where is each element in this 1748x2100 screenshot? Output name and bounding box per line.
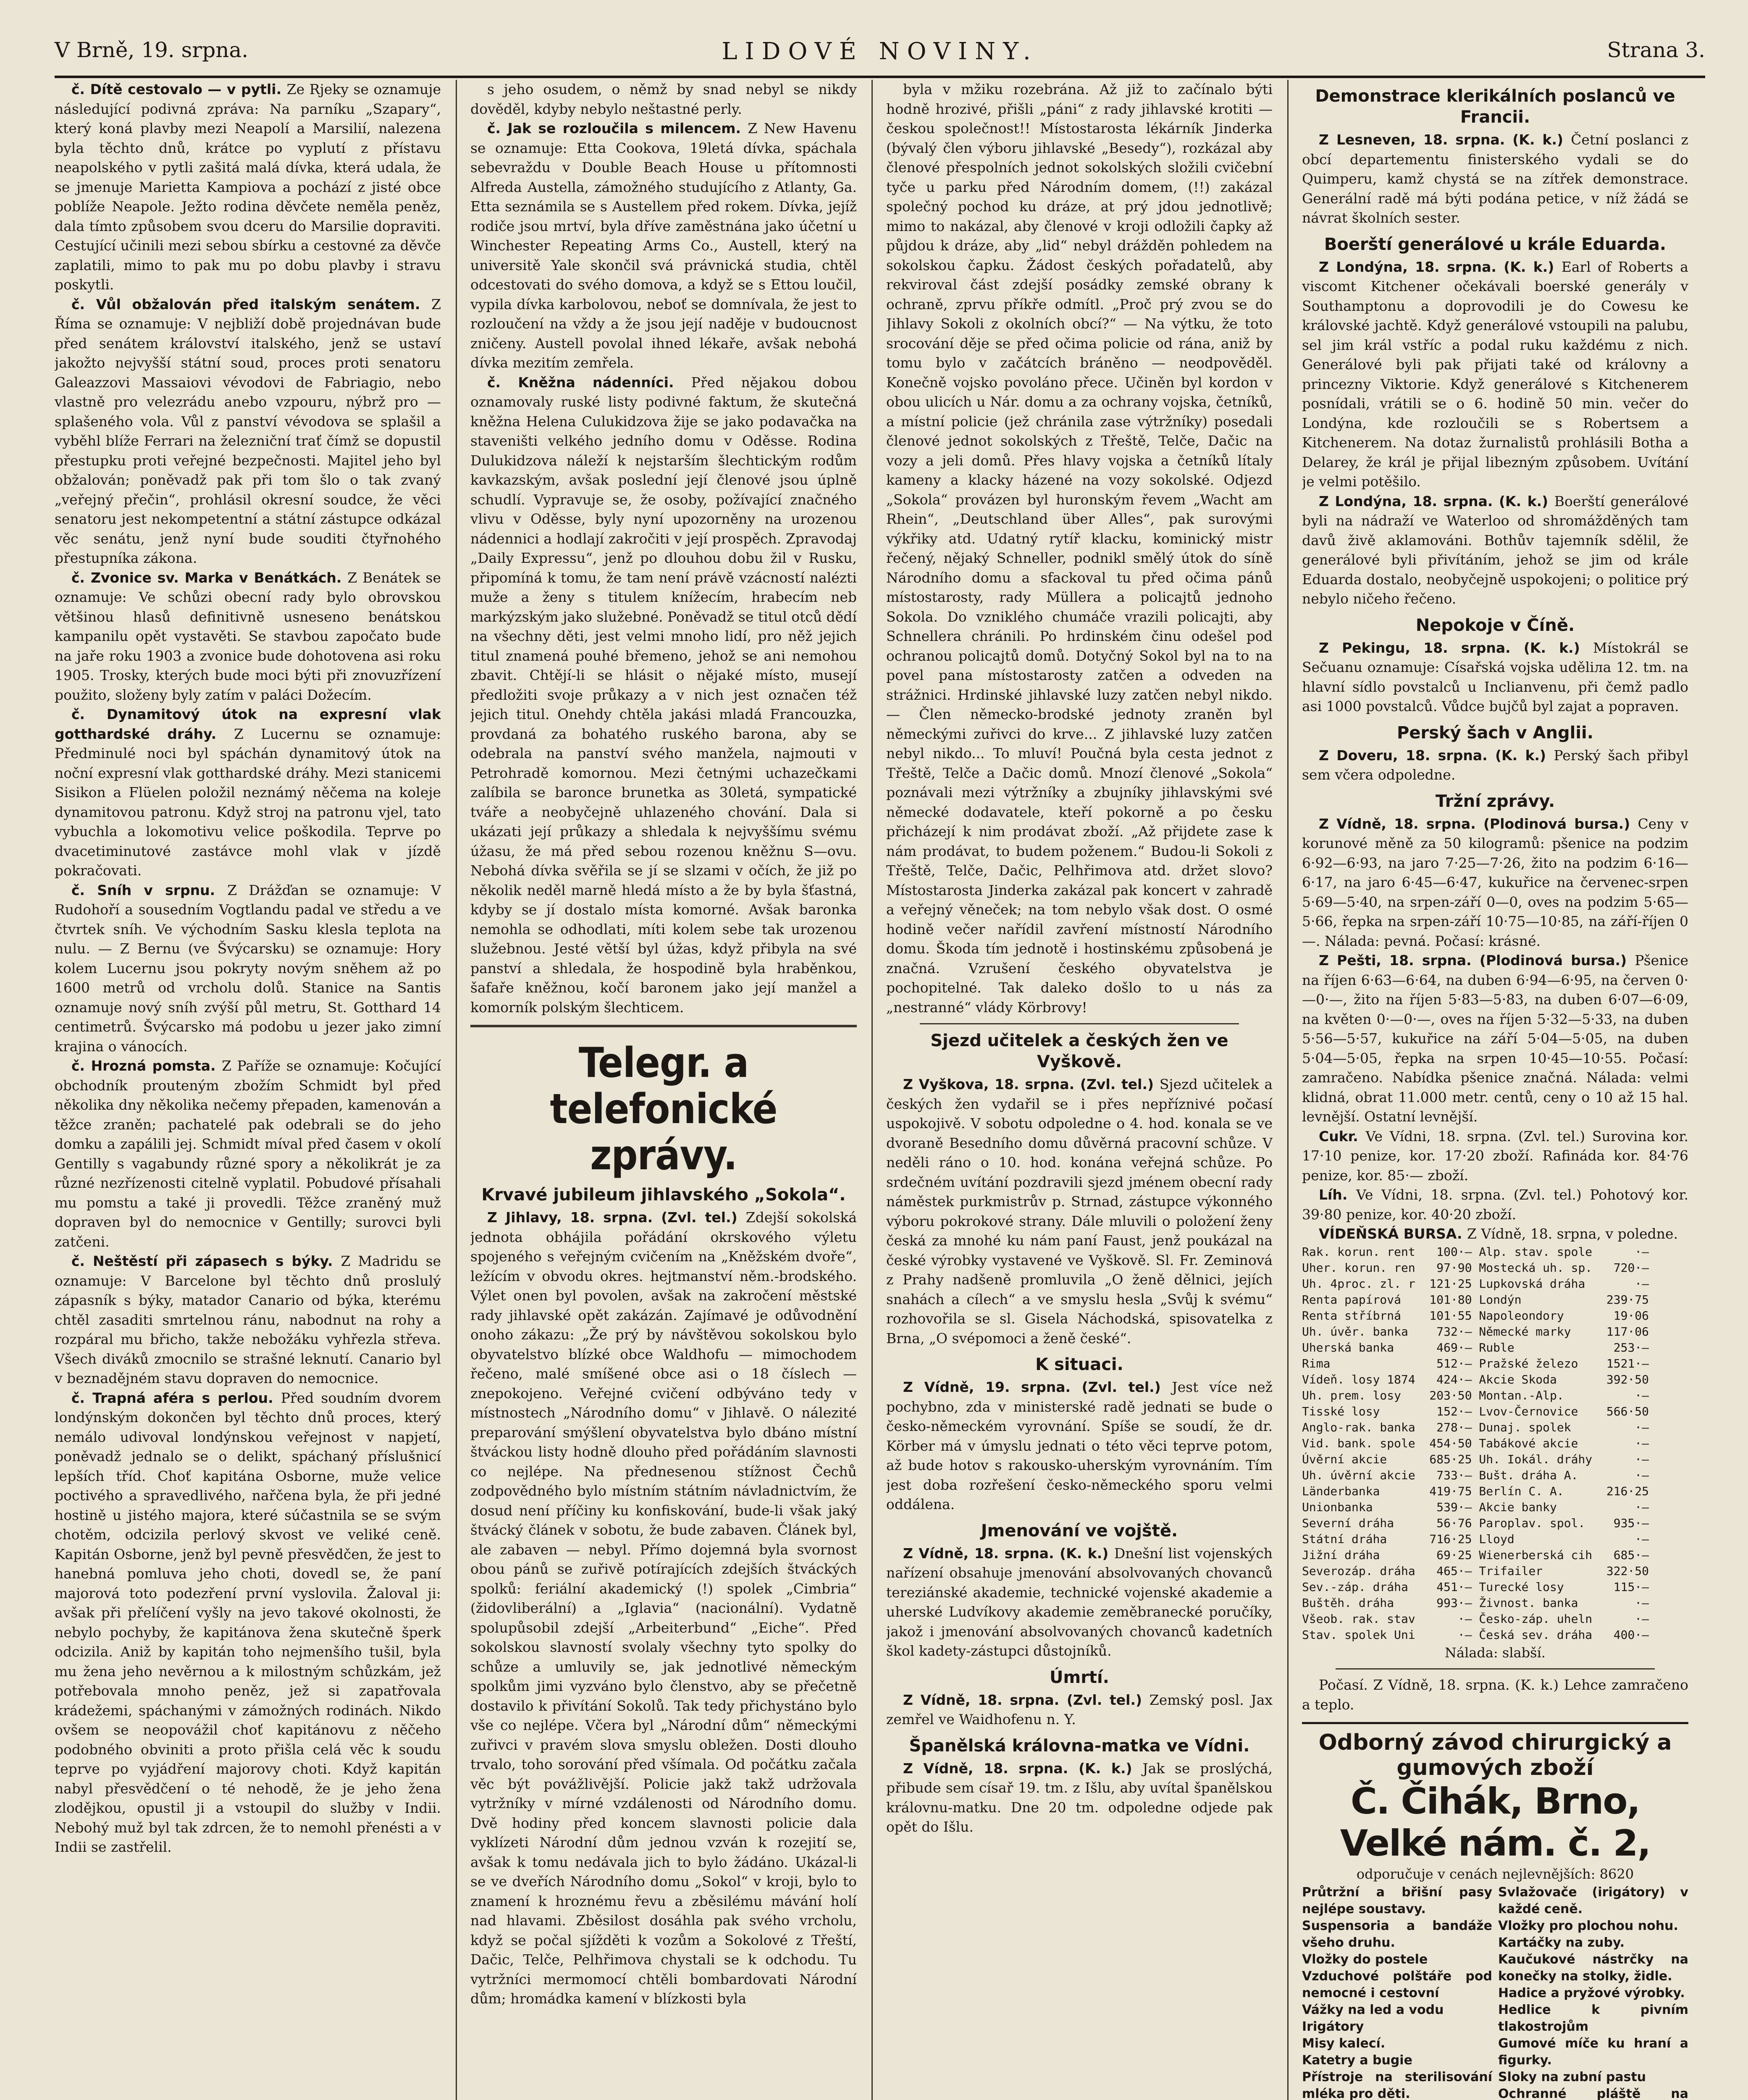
divider xyxy=(920,1023,1239,1024)
article-lead: Z Londýna, 18. srpna. (K. k.) xyxy=(1319,258,1562,275)
column-3 xyxy=(886,80,1273,2100)
article-lead: č. Hrozná pomsta. xyxy=(71,1058,222,1074)
page-number: Strana 3. xyxy=(1607,38,1705,62)
article-lead: č. Sníh v srpnu. xyxy=(71,882,228,898)
article-text: Boerští generálové byli na nádraží ve Waterloo od shromážděných tam davů živě aklamováni. Bothův tajemník sdělil, že generálové byli přivítáním, jehož se jim od krále Eduarda dostalo, neobyčejně uspokojeni; o politice prý nebylo ničeho řečeno. xyxy=(1302,493,1688,607)
divider xyxy=(1336,1668,1655,1670)
ad-item: Vážky na led a vodu xyxy=(1302,2002,1444,2017)
masthead: LIDOVÉ NOVINY. xyxy=(722,38,1038,65)
article-lead: Z Vyškova, 18. srpna. (Zvl. tel.) xyxy=(903,1076,1160,1092)
stock-row: Rak. korun. rent 100·— Alp. stav. spole ·— xyxy=(1302,1244,1649,1259)
article-text: Z Vídně, 18. srpna, v poledne. xyxy=(1467,1226,1678,1242)
article-lead: Z Vídně, 18. srpna. (K. k.) xyxy=(903,1545,1114,1562)
article-heading: Španělská královna-matka ve Vídni. xyxy=(909,1736,1250,1756)
ad-subtitle: odporučuje v cenách nejlevnějších: 8620 xyxy=(1356,1866,1634,1882)
article-text: Z Drážďan se oznamuje: V Rudohoří a sousedním Vogtlandu padal ve středu a ve čtvrtek sníh. Ve východním Sasku klesla teplota na nulu. — Z Bernu (ve Švýcarsku) se oznamuje: Hory kolem Lucernu jsou pokryty novým sněhem až po 1600 metrů od vrcholu dolů. Stanice na Santis oznamuje nový sníh zvýší půl metru, St. Gotthard 14 centimetrů. Švýcarsko má podobu u jezer jako zimní krajina o vánocích. xyxy=(55,882,441,1055)
stock-row: Länderbanka 419·75 Berlín C. A. 216·25 xyxy=(1302,1484,1649,1498)
header-date: V Brně, 19. srpna. xyxy=(55,38,249,62)
article xyxy=(1302,1224,1688,1244)
bursa-mood: Nálada: slabší. xyxy=(1445,1644,1546,1661)
article xyxy=(1302,1185,1688,1224)
stock-row: Renta stříbrná 101·55 Napoleondory 19·06 xyxy=(1302,1308,1649,1323)
header-rule xyxy=(55,76,1705,78)
ad-item: Gumové míče ku hraní a figurky. xyxy=(1498,2036,1688,2068)
ad-item: Vložky pro plochou nohu. xyxy=(1498,1918,1678,1933)
column-divider xyxy=(871,80,873,2100)
article-text: Z Lucernu se oznamuje: Předminulé noci byl spáchán dynamitový útok na noční expresní vlak gotthardské dráhy. Mezi stanicemi Sisikon a Flüelen položil neznámý něčema na koleje dynamitovou patronu. Když stroj na patronu vjel, tato vybuchla a lokomotivu velice poškodila. Teprve po dvacetiminutové zastávce mohl vlak v jízdě pokračovati. xyxy=(55,725,441,879)
article xyxy=(1302,746,1688,785)
ad-item: Hedlice k pivním tlakostrojům xyxy=(1498,2002,1688,2034)
section-rule xyxy=(470,1025,857,1027)
article-lead: Cukr. xyxy=(1319,1128,1366,1144)
column-1 xyxy=(55,80,441,2100)
article-lead: Z Londýna, 18. srpna. (K. k.) xyxy=(1319,493,1554,509)
stock-row: Státní dráha 716·25 Lloyd ·— xyxy=(1302,1532,1649,1546)
ad-item: Ochranné pláště na xyxy=(1498,2086,1688,2100)
newspaper-page xyxy=(55,17,1705,2100)
article xyxy=(55,295,441,568)
article-text: Sjezd učitelek a českých žen vydařil se i přes nepříznivé počasí uspokojivě. V sobotu odpoledne o 4. hod. konala se ve dvoraně Besedního domu důvěrná pracovní schůze. V neděli ráno o 10. hod. konána veřejná schůze. Po srdečném uvítání pozdravili sjezd jménem obecní rady náměstek purkmistrův p. Strnad, zástupce výkonného výboru pokrokové strany. Dále mluvili o položení ženy česká za mnohé ku nám paní Faust, jenž poukázal na české výrobky vystavené ve Vyškově. Sl. Fr. Zeminová z Prahy nadšeně promluvila „O ženě dělnici, jejích snahách a cílech“ a ve smyslu hesla „Svůj k svému“ rozhovořila se sl. Gisela Náchodská, spisovatelka z Brna, „O svépomoci a ženě české“. xyxy=(886,1076,1273,1347)
stock-row: Uh. 4proc. zl. r 121·25 Lupkovská dráha ·— xyxy=(1302,1276,1649,1291)
article-lead: Z Vídně, 18. srpna. (K. k.) xyxy=(903,1760,1143,1777)
stock-row: Uher. korun. ren 97·90 Mostecká uh. sp. 720·— xyxy=(1302,1260,1649,1275)
stock-row: Buštěh. dráha 993·— Živnost. banka ·— xyxy=(1302,1596,1649,1610)
stock-row: Vid. bank. spole 454·50 Tabákové akcie ·— xyxy=(1302,1436,1649,1450)
article xyxy=(886,80,1273,1017)
stock-row: Uh. úvěr. banka 732·— Německé marky 117·06 xyxy=(1302,1324,1649,1339)
telegram-subtitle: Krvavé jubileum jihlavského „Sokola“. xyxy=(481,1185,846,1205)
stock-row: Vídeň. losy 1874 424·— Akcie Skoda 392·50 xyxy=(1302,1372,1649,1386)
ad-item: Irigátory xyxy=(1302,2019,1364,2034)
article-lead: č. Kněžna nádenníci. xyxy=(487,374,691,391)
article-text: Ve Vídni, 18. srpna. (Zvl. tel.) Surovina kor. 17·10 penize, kor. 17·20 zboží. Rafináda kor. 84·76 penize, kor. 85·— zboží. xyxy=(1302,1128,1688,1184)
article-lead: Z Pešti, 18. srpna. (Plodinová bursa.) xyxy=(1319,952,1635,969)
column-2 xyxy=(470,80,857,2100)
advertisement xyxy=(1302,1722,1688,2100)
article-heading: Jmenování ve vojště. xyxy=(981,1521,1178,1541)
ad-company: Č. Čihák, Brno, Velké nám. č. 2, xyxy=(1340,1780,1651,1864)
article-lead: č. Dítě cestovalo — v pytli. xyxy=(71,81,287,97)
article-heading: Nepokoje v Číně. xyxy=(1415,615,1575,635)
article-lead: VÍDEŇSKÁ BURSA. xyxy=(1319,1226,1467,1242)
article-heading: Úmrtí. xyxy=(1050,1667,1109,1687)
article-lead: Z Vídně, 19. srpna. (Zvl. tel.) xyxy=(903,1379,1172,1395)
column-4 xyxy=(1302,80,1688,2100)
article-text: Četní poslanci z obcí departementu finisterského vydali se do Quimperu, kamž chystá se na zítřek demonstrace. Generální radě má býti podána petice, v níž žádá se návrat školních sester. xyxy=(1302,131,1688,226)
ad-item: Vzduchové polštáře pod nemocné i cestovní xyxy=(1302,1969,1492,2000)
stock-row: Uherská banka 469·— Ruble 253·— xyxy=(1302,1340,1649,1354)
article-heading: Tržní zprávy. xyxy=(1435,791,1555,811)
article-text: Ve Vídni, 18. srpna. (Zvl. tel.) Pohotový kor. 39·80 penize, kor. 40·20 zboží. xyxy=(1302,1186,1688,1223)
article-text: Pšenice na říjen 6·63—6·64, na duben 6·94—6·95, na červen 0·—0·—, žito na říjen 5·83—5·83, na duben 6·07—6·09, na květen 0·—0·—, oves na říjen 5·32—5·33, na duben 5·56—5·57, kukuřice na září 5·04—5·05, na duben 5·04—5·05, řepka na srpen 10·45—10·55. Počasí: zamračeno. Nabídka pšenice značná. Nálada: velmi klidná, obrat 11.000 metr. centů, ceny o 10 až 15 hal. levnější. Ostatní levnější. xyxy=(1302,952,1688,1125)
article-text: Místokrál se Sečuanu oznamuje: Císařská vojska uděliла 12. tm. na hlavní sídlo povstalců u Inclianvenu, při čemž padlo asi 1000 povstalců. Vůdce bujčů byl zajat a popraven. xyxy=(1302,639,1688,714)
article-heading: Perský šach v Anglii. xyxy=(1397,723,1593,743)
stock-row: Sev.-záp. dráha 451·— Turecké losy 115·— xyxy=(1302,1580,1649,1594)
article xyxy=(886,1378,1273,1515)
ad-item: Přístroje na sterilisování mléka pro děti. xyxy=(1302,2069,1492,2100)
article-text: Dnešní list vojenských nařízení obsahuje jmenování absolvovaných chovanců tereziánské akademie, technické vojenské akademie a uherské Ludvíkovy akademie zeměbranecké poručíky, jakož i jmenování absolvovaných chovanců kadetních škol kadety-zástupci důstojníků. xyxy=(886,1545,1273,1659)
article-text: Perský šach přibyl sem včera odpoledne. xyxy=(1302,747,1688,783)
article-lead: Z Doveru, 18. srpna. (K. k.) xyxy=(1319,747,1554,764)
article xyxy=(55,705,441,881)
article xyxy=(470,80,857,119)
article xyxy=(470,119,857,373)
article-text: Jak se proslýchá, přibude sem císař 19. tm. z Išlu, aby uvítal španělskou královnu-matku. Dne 20 tm. odpoledne odjede pak opět do Išlu. xyxy=(886,1760,1273,1835)
article-heading: Boerští generálové u krále Eduarda. xyxy=(1324,234,1667,254)
stock-row: Stav. spolek Uni ·— Česká sev. dráha 400·— xyxy=(1302,1628,1649,1642)
article-text: Před nějakou dobou oznamovaly ruské listy podivné faktum, že skutečná kněžna Helena Culukidzova žije se jako podavačka na staveništi velkého jedního domu v Oděsse. Rodina Dulukidzova náleží k nejstarším šlechtickým rodům kavkazským, avšak poslední její členové jsou úplně schudlí. Vypravuje se, že osoby, požívající značného vlivu v Oděsse, byly nyní upozorněny na urozenou nádennici a hodlají zakročiti v její prospěch. Zpravodaj „Daily Expressu“, jenž po dlouhou dobu žil v Rusku, připomíná k tomu, že tam není právě vzácností nalézti muže a ženy s titulem knížecím, hrabecím neb markýzským jako služebné. Poněvadž se titul otců dědí na všechny děti, jest velmi mnoho lidí, pro něž jejich titul znamená pouhé břemeno, jehož se ani nemohou zbavit. Chtějí-li se hlásit o nějaké místo, musejí předložiti svoje průkazy a v nich jest označen též jejich titul. Onehdy chtěla jakási mladá Francouzka, provdaná za bohatého ruského barona, aby se odebrala na panství svého manžela, najmouti v Petrohradě komornou. Mezi četnými uchazečkami zalíbila se baronce brunetka as 30letá, sympatické tváře a neobyčejně uhlazeného chování. Dala si ukázati její průkazy a shledala k nejvyššímu svému úžasu, že má před sebou rozenou kněžnu S—ovu. Nebohá dívka svěřila se jí se slzami v očích, že již po několik neděl marně hledá místo a že by byla šťastná, kdyby se jí dostalo místa komorné. Avšak baronka nemohla se odhodlati, míti kolem sebe tak urozenou služebnou. Jesté větší byl úžas, když přibyla na své panství a shledala, že hospodině byla hraběnkou, šafaře kněžnou, kočí baronem jako její manžel a komorník polským šlechticem. xyxy=(470,374,857,1016)
stock-row: Tisské losy 152·— Lvov-Černovice 566·50 xyxy=(1302,1404,1649,1418)
article-text: Před soudním dvorem londýnským dokončen byl těchto dnů proces, který nemálo udivoval londýnskou veřejnost v napjetí, poněvadž jednalo se o delikt, spáchaný příslušnicí lepších tříd. Choť kapitána Osborne, muže velice poctivého a spravedlivého, nařčena byla, že při jedné hostině u jistého majora, které súčastnila se se svým chotěm, odcizila perlový skvost ve veliké ceně. Kapitán Osborne, jenž byl pevně přesvědčen, že jest to hanebná pomluva jeho choti, dovedl se, že paní majorová toto podezření první vyslovila. Žaloval ji: avšak při přelíčení vyšly na jevo takové okolnosti, že nebylo pochyby, že kapitánova žena skutečně šperk odcizila. Aniž by kapitán toho nejmenšího tušil, byla mu žena jeho nevěrnou a k milostným schůzkám, jež potřebovala mnoho peněz, jež si zapatřovala krádežemi, spáchanými v zámožných rodinách. Nikdo ovšem se neopovážil choť kapitánovu z něčeho podobného obviniti a proto přišla celá věc k soudu teprve po vyjádření majorovy choti. Když kapitán nabyl přesvědčení o té nehodě, že je jeho žena zlodějkou, opustil ji a vstoupil do služby v Indii. Nebohý muž byl tak zdrcen, že to nemohl přenésti a v Indii se zastřelil. xyxy=(55,1389,441,1855)
article xyxy=(55,1252,441,1389)
ad-item: Průtržní a břišní pasy nejlépe soustavy. xyxy=(1302,1885,1492,1916)
stock-row: Severozáp. dráha 465·— Trifailer 322·50 xyxy=(1302,1564,1649,1578)
article-text: Ze Rjeky se oznamuje následující podivná zpráva: Na parníku „Szapary“, který koná plavby mezi Neapolí a Marsilií, nalezena byla těchto dnů, krátce po vyplutí z přístavu neapolského v pytli zašitá malá dívka, která udala, že se jmenuje Marietta Kampiova a pochází z jisté obce poblíže Neapole. Ježto rodina děvčete neměla peněz, dala tímto způsobem svou dceru do Marsilie dopraviti. Cestující učinili mezi sebou sbírku a cestovné za děvče zaplatili, mimo to pak mu po dobu plavby i stravu poskytli. xyxy=(55,81,441,293)
ad-item: Misy kalecí. xyxy=(1302,2036,1386,2051)
article xyxy=(470,1208,857,2009)
section-title-telegrams: Telegr. a telefonické zprávy. xyxy=(550,1039,777,1179)
article-text: Z Madridu se oznamuje: V Barcelone byl těchto dnů proslulý zápasník s býky, matador Canario od býka, kterému chtěl zasaditi smrtelnou ránu, nabodnut na rohy a rozpáral mu břicho, takže nebožáku vyhřezla střeva. Všech diváků zmocnilo se strašné leknutí. Canario byl v beznadějném stavu dopraven do nemocnice. xyxy=(55,1253,441,1386)
article xyxy=(55,1056,441,1252)
article-lead: Z Vídně, 18. srpna. (Zvl. tel.) xyxy=(903,1691,1150,1708)
article-lead: č. Vůl obžalován před italským senátem. xyxy=(71,296,432,312)
stock-row: Úvěrní akcie 685·25 Uh. Iokál. dráhy ·— xyxy=(1302,1452,1649,1466)
article-lead: č. Trapná aféra s perlou. xyxy=(71,1389,281,1406)
article-text: Z Paříže se oznamuje: Kočující obchodník prouteným zbožím Schmidt byl před několika dny několika nečemy přepaden, kamenován a těžce zraněn; pachatelé pak odebrali se do jeho domku a zapálili jej. Schmidt míval před časem v okolí Gentilly s vagabundy různé spory a několikrát je za různé nezřízenosti citelně vyplatil. Pobudové přísahali mu pomstu a také ji provedli. Těžce zraněný muž dopraven byl do nemocnice v Gentilly; surovci byli zatčeni. xyxy=(55,1058,441,1250)
article xyxy=(1302,130,1688,228)
article-lead: č. Neštěstí při zápasech s býky. xyxy=(71,1253,341,1269)
ad-item: Sloky na zubní pastu xyxy=(1498,2069,1646,2084)
stock-table xyxy=(1302,1244,1688,1643)
article-lead: Z Pekingu, 18. srpna. (K. k.) xyxy=(1319,639,1593,656)
article-lead: č. Zvonice sv. Marka v Benátkách. xyxy=(71,569,348,586)
ad-products-left xyxy=(1302,1884,1492,2100)
article-text: Z New Havenu se oznamuje: Etta Cookova, 19letá dívka, spáchala sebevraždu v Double Beach House u přítomnosti Alfreda Austella, zámožného studujícího z Atlanty, Ga. Etta seznámila se s Austellem před rokem. Dívka, jejíž rodiče jsou mrtví, byla dříve zaměstnána jako účetní u Winchester Repeating Arms Co., Austell, který na universitě Yale skončil svá právnická studia, chtěl odcestovati do svého domova, a když se s Ettou loučil, vypila dívka karbolovou, neboť se domnívala, že jest to rozloučení na vždy a že jsou její naděje v budoucnost zničeny. Austell povolal ihned lékaře, avšak nebohá dívka mezitím zemřela. xyxy=(470,120,857,371)
column-divider xyxy=(1287,80,1289,2100)
stock-row: Renta papírová 101·80 Londýn 239·75 xyxy=(1302,1292,1649,1307)
article xyxy=(55,1389,441,1857)
article-lead: č. Dynamitový útok na expresní vlak gotthardské dráhy. xyxy=(55,706,441,742)
ad-item: Svlažovače (irigátory) v každé ceně. xyxy=(1498,1885,1688,1916)
stock-row: Uh. prem. losy 203·50 Montan.-Alp. ·— xyxy=(1302,1388,1649,1402)
article xyxy=(1302,638,1688,717)
article-text: byla v mžiku rozebrána. Až již to začínalo býti hodně hrozivé, přišli „páni“ z rady jihlavské krotiti — českou společnost!! Místostarosta lékárník Jinderka (bývalý člen výboru jihlavské „Besedy“), rozkázal aby členové přespolních jednot sokolských složili cvičební tyče u parku před Národním domem, (!!) zakázal společný pochod ku dráze, at prý jdou jednotlivě; mimo to nakázal, aby členové v kroji odložili čapky až půjdou k dráze, aby „lid“ nebyl drážděn pohledem na sokolskou čapku. Žádost českých pořadatelů, aby rekviroval část zdejší posádky zemské obrany k ochraně, zprvu příkře odmítl. „Proč prý zvou se do Jihlavy Sokoli z okolních obcí?“ — Na výtku, že toto srocování děje se před očima policie od rána, aniž by tomu bylo v začátcích bráněno — neodpověděl. Konečně vojsko povoláno přece. Učiněn byl kordon v obou ulicích u Nár. domu a za ochrany vojska, četníků, a místní policie (jež chránila zase výtržníky) posedali členové jednot sokolských z Třeště, Telče, Dačic na vozy a jeli domů. Přes hlavy vojska a četníků lítaly kameny a klacky házené na vozy sokolské. Odjezd „Sokola“ provázen byl huronským řevem „Wacht am Rhein“, „Deutschland über Alles“, pak surovými výkřiky atd. Udatný rytíř klacku, kominický mistr řečený, nějaký Schneller, podnikl smělý útok do síně Národního domu a sfackoval tu před očima pánů místostarosty, rady Müllera a policajtů jednoho Sokola. Do vzniklého chumáče vrazili policajti, aby Schnellera chránili. Po hrdinském činu odešel pod ochranou policajtů domů. Dotyčný Sokol byl na to na povel pana místostarosty zatčen a odveden na strážnici. Hrdinské jihlavské luzy zatčen nebyl nikdo. — Člen německo-brodské jednoty zraněn byl německými zuřivci do krve... Z jihlavské luzy zatčen nebyl nikdo... To mluví! Poučná byla cesta jednot z Třeště, Telče a Dačic domů. Mnozí členové „Sokola“ poznávali mezi výtržníky a zbujníky jihlavskými své německé dodavatele, kteří pokorně a po česku přicházejí k nim prodávat zboží. „Až přijdete zase k nám prodávat, to budem poženem.“ Budou-li Sokoli z Třeště, Telče, Dačic, Pelhřimova atd. držet slovo? Místostarosta Jinderka zakázal pak koncert v zahradě a veřejný věneček; na tom nebylo však dost. O osmé hodině večer nařídil zavření místností Národního domu. Škoda tím jednotě i hostinskému způsobená je značná. Vzrušení českého obyvatelstva je pochopitelné. Tak daleko došlo to u nás za „nestranné“ vlády Körbrovy! xyxy=(886,81,1273,1016)
stock-row: Jižní dráha 69·25 Wienerberská cih 685·— xyxy=(1302,1548,1649,1562)
article xyxy=(886,1690,1273,1730)
article-text: Jest více než pochybno, zda v ministerské radě jednati se bude o česko-německém vyrovnání. Spíše se soudí, že dr. Körber má v úmyslu jednati o této věci teprve potom, až bude hotov s rakousko-uherským vyrovnáním. Tím jest doba rozřešení česko-německého sporu velmi oddálena. xyxy=(886,1379,1273,1512)
article-text: Zemský posl. Jax zemřel ve Waidhofenu n. Y. xyxy=(886,1691,1273,1727)
weather-report: Počasí. Z Vídně, 18. srpna. (K. k.) Lehce zamračeno a teplo. xyxy=(1302,1677,1688,1713)
stock-row: Rima 512·— Pražské železo 1521·— xyxy=(1302,1356,1649,1370)
ad-products xyxy=(1302,1884,1688,2100)
article-text: s jeho osudem, o němž by snad nebyl se nikdy dověděl, kdyby nebylo neštastné perly. xyxy=(470,81,857,117)
ad-item: Kartáčky na zuby. xyxy=(1498,1935,1625,1950)
article-text: Earl of Roberts a viscomt Kitchener očekávali boerské generály v Southamptonu a doprovodili je do Cowesu ke královské jachtě. Když generálové vstoupili na palubu, sel jim král vstříc a podal ruku každému z nich. Generálové byli pak přijati také od královny a princezny Viktorie. Když generálové s Kitchenerem posnídali, vrátili se o 6. hodině 50 min. večer do Londýna, kde rozloučili se s Robertsem a Kitchenerem. Na dotaz žurnalistů prohlásili Botha a Delarey, že král je přijal libezným způsobem. Uvítání je velmi potěšilo. xyxy=(1302,258,1688,490)
article xyxy=(55,881,441,1057)
article-heading: Demonstrace klerikálních poslanců ve Francii. xyxy=(1315,87,1675,127)
article xyxy=(1302,951,1688,1127)
article xyxy=(1302,257,1688,492)
article-text: Ceny v korunové měně za 50 kilogramů: pšenice na podzim 6·92—6·93, na jaro 7·25—7·26, žito na podzim 6·16—6·17, na jaro 6·45—6·47, kukuřice na červenec-srpen 5·69—5·40, na srpen-září 0—0, oves na podzim 5·65—5·66, řepka na srpen-září 10·75—10·85, na září-říjen 0—. Nálada: pevná. Počasí: krásné. xyxy=(1302,815,1688,949)
article-lead: Z Lesneven, 18. srpna. (K. k.) xyxy=(1319,131,1571,148)
article xyxy=(1302,1127,1688,1186)
ad-item: Hadice a pryžové výrobky. xyxy=(1498,1985,1685,2000)
article-lead: Líh. xyxy=(1319,1186,1357,1203)
ad-item: Vložky do postele xyxy=(1302,1952,1428,1967)
article xyxy=(1302,492,1688,609)
article xyxy=(886,1075,1273,1348)
article xyxy=(1302,814,1688,951)
stock-row: Uh. úvěrní akcie 733·— Bušt. dráha A. ·— xyxy=(1302,1468,1649,1482)
article xyxy=(886,1544,1273,1661)
article-heading: K situaci. xyxy=(1035,1355,1123,1374)
article xyxy=(55,568,441,705)
stock-row: Severní dráha 56·76 Paroplav. spol. 935·— xyxy=(1302,1516,1649,1530)
article-lead: č. Jak se rozloučila s milencem. xyxy=(487,120,748,136)
article-heading: Sjezd učitelek a českých žen ve Vyškově. xyxy=(930,1031,1228,1071)
ad-item: Katetry a bugie xyxy=(1302,2053,1412,2068)
article-text: Zdejší sokolská jednota obhájila pořádání okrskového výletu spojeného s veřejným cvičením na „Kněžském dvoře“, ležícím v obvodu okres. hejtmanství něm.-brodského. Výlet onen byl povolen, avšak na zakročení městské rady jihlavské opět zakázán. Zajímavé je odůvodnění onoho zákazu: „Že prý by návštěvou sokolskou bylo obyvatelstvo blízké obce Waldhofu — mimochodem řečeno, malé smíšené obce asi o 18 číslech — znepokojeno. Veřejné cvičení odbýváno tedy v místnostech „Národního domu“ v Jihlavě. O nálezité preparování smýšlení obyvatelstva bylo dbáno místní štváckou listy hodně dlouho před pořádáním slavnosti co nejlépe. Na přednesenou stížnost Čechů zodpovědného bylo místním státním návladnictvím, že dosud není příčiny ku konfiskování, bude-li však jaký štvácký článek v sobotu, že bude zabaven. Článek byl, ale zabaven — nebyl. Přímo dojemná byla svornost obou pánů se zuřivě potírajících zdejších štváckých spolků: feriální akademický (!) spolek „Cimbria“ (židovliberální) a „Iglavia“ (nacionální). Vydatně spolupůsobil zdejší „Arbeiterbund“ „Eiche“. Před sokolskou slavností svolaly všechny tyto spolky do schůze a umluvily se, jak jednotlivé německým spolkům jimi vyzváno bylo členstvo, aby se přečetně dostavilo k přivítání Sokolů. Tak tedy přichystáno bylo vše co nejlépe. Včera byl „Národní dům“ německými zuřivci v pravém slova smyslu obležen. Dosti dlouho trvalo, toho sorování před všímala. Od počátku začala věc být povážlivější. Policie jakž takž udržovala vytržníky v mírné vzdálenosti od Národního domu. Dvě hodiny před koncem slavnosti policie dala vyklízeti Národní dům jednou vzván k rozejití se, avšak k tomu nedávala jich to bylo žádáno. Ukázal-li se ve dveřích Národního domu „Sokol“ v kroji, bylo to znamení k hroznému řevu a zběsilému mávání holí nad hlavami. Zběsilost dosáhla pak svého vrcholu, když se počal sjížděti k vozům a Sokolové z Třeští, Dačic, Telče, Pelhřimova chystali se k odchodu. Tu vytržníci mermomocí chtěli bombardovati Národní dům; hromádka kamení v blízkosti byla xyxy=(470,1209,857,2007)
article xyxy=(886,1759,1273,1837)
article-lead: Z Vídně, 18. srpna. (Plodinová bursa.) xyxy=(1319,815,1638,832)
ad-title: Odborný závod chirurgický a gumových zboží xyxy=(1318,1730,1672,1780)
ad-item: Suspensoria a bandáže všeho druhu. xyxy=(1302,1918,1492,1950)
stock-row: Anglo-rak. banka 278·— Dunaj. spolek ·— xyxy=(1302,1420,1649,1434)
article-lead: Z Jihlavy, 18. srpna. (Zvl. tel.) xyxy=(487,1209,746,1226)
ad-item: Kaučukové nástrčky na konečky na stolky, židle. xyxy=(1498,1952,1688,1984)
article-text: Z Benátek se oznamuje: Ve schůzi obecní rady bylo obrovskou většinou hlasů definitivně usneseno benátskou kampanilu opět vystavěti. Se stavbou započato bude na jaře roku 1903 a zvonice bude dohotovena asi roku 1905. Trosky, kterých bude moci býti při znovuzřízení použito, složeny byly zatím v paláci Dožecím. xyxy=(55,569,441,703)
page-header xyxy=(55,25,1705,71)
article xyxy=(55,80,441,295)
stock-row: Všeob. rak. stav ·— Česko-záp. uheln ·— xyxy=(1302,1612,1649,1626)
ad-products-right xyxy=(1498,1884,1688,2100)
stock-row: Unionbanka 539·— Akcie banky ·— xyxy=(1302,1500,1649,1514)
article-text: Z Říma se oznamuje: V nejbliží době projednávan bude před senátem království italského, jenž se ustaví jakožto nejvyšší státní soud, proces proti senatoru Galeazzovi Massaiovi vévodovi de Fabriagio, nebo vlastně pro velezrádu anebo vzpouru, nýbrž pro — splašeného vola. Vůl z panství vévodova se splašil a vyběhl blíže Ferrari na železniční trať čímž se dopustil přestupku proti veřejné bezpečnosti. Majitel jeho byl obžalován; poněvadž pak při tom šlo o tak zvaný „veřejný přečin“, prohlásil okresní soudce, že věci senatoru jest nekompetentní a státní zástupce odkázal věc senátu, jenž nyní bude souditi čtyřnohého přestupníka zákona. xyxy=(55,296,441,566)
article xyxy=(470,373,857,1018)
column-divider xyxy=(456,80,457,2100)
